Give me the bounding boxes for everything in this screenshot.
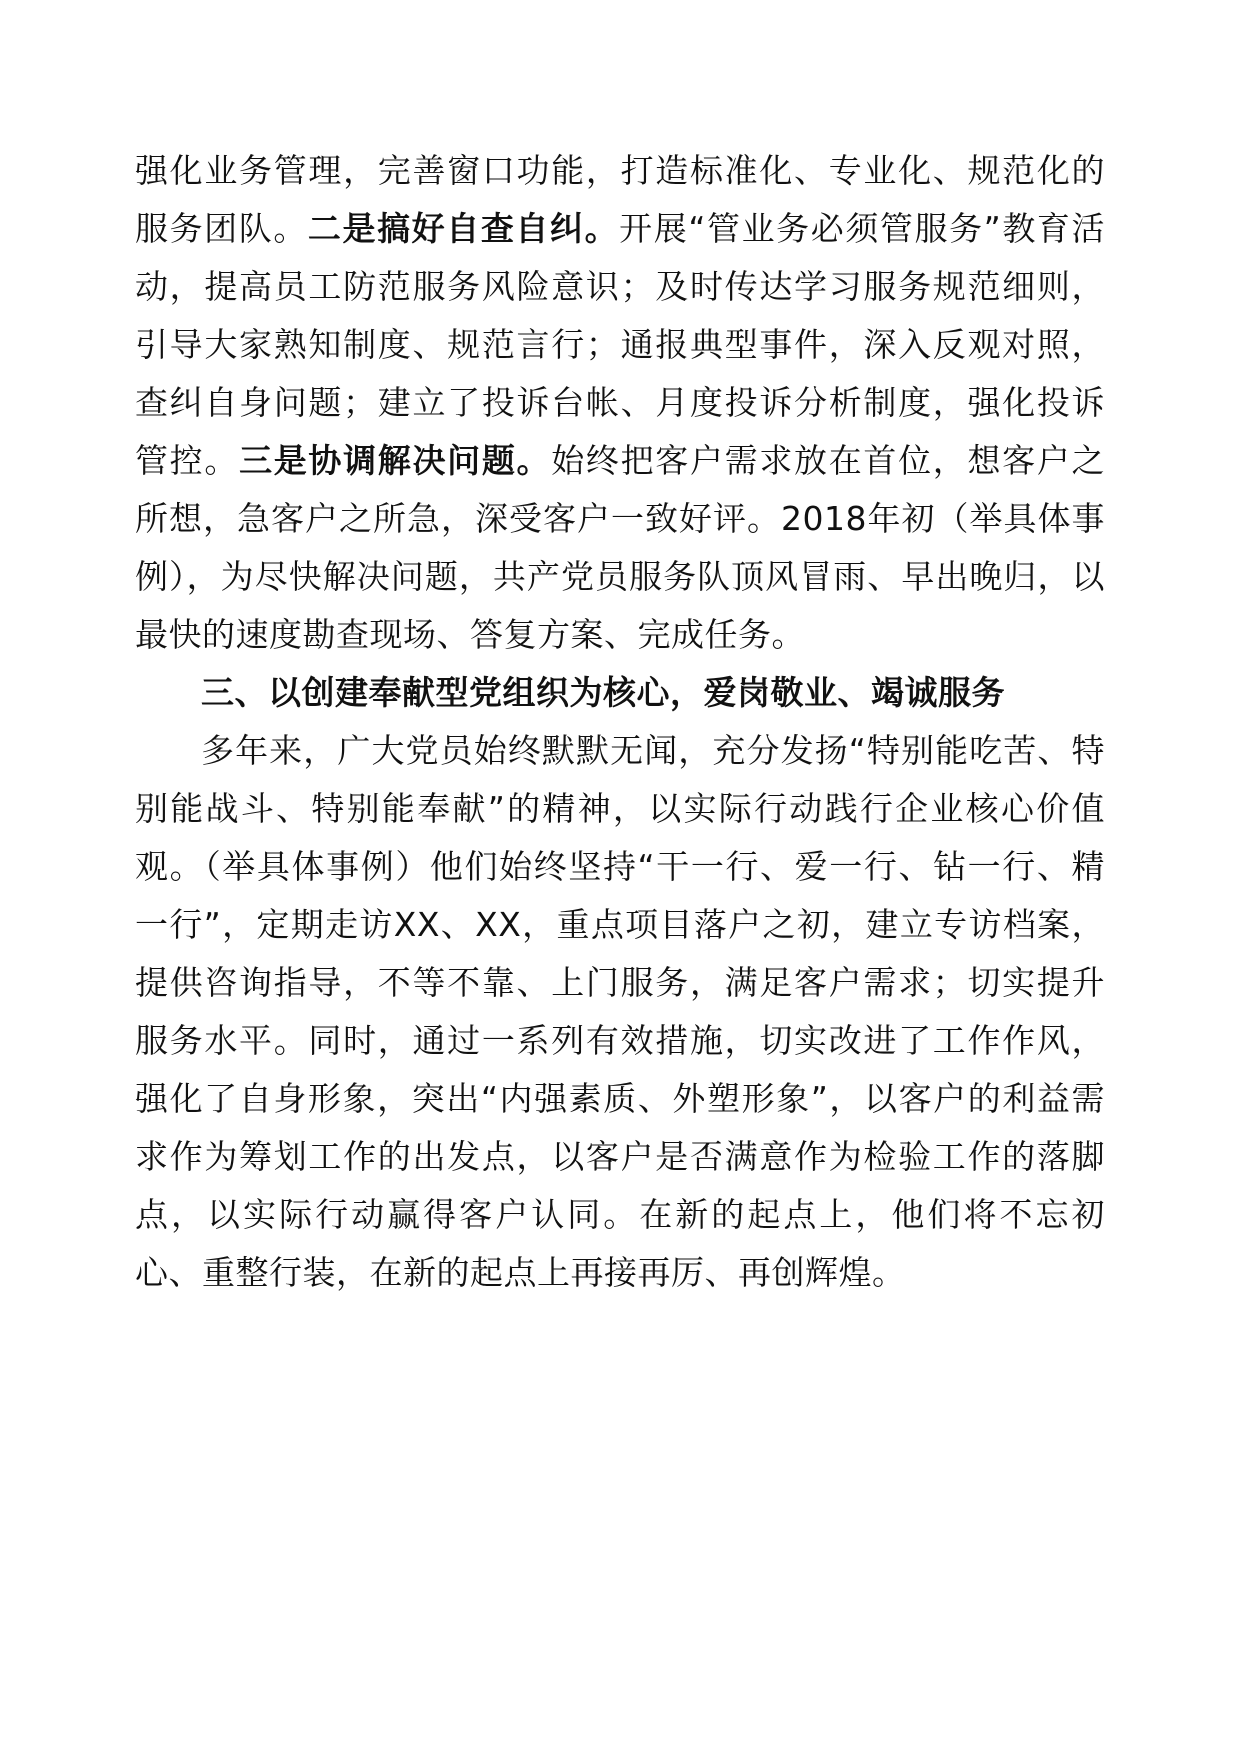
paragraph-text: 开展“管业务必须管服务”教育活动，提高员工防范服务风险意识；及时传达学习服务规范细则，引导大家熟知制度、规范言行；通报典型事件，深入反观对照，查纠自身问题；建立了投诉台帐、月度投诉分析制度，强化投诉管控。 bbox=[135, 209, 1106, 480]
subheading-coordinate-solve: 三是协调解决问题。 bbox=[239, 441, 552, 480]
section-heading-3: 三、以创建奉献型党组织为核心，爱岗敬业、竭诚服务 bbox=[201, 673, 1005, 712]
paragraph-text: 强化业务管理，完善窗口功能，打造标准化、专业化、规范化的服务团队。 bbox=[135, 151, 1105, 248]
paragraph-continuation bbox=[135, 142, 1105, 664]
subheading-self-inspection: 二是搞好自查自纠。 bbox=[307, 209, 620, 248]
paragraph-dedication: 多年来，广大党员始终默默无闻，充分发扬“特别能吃苦、特别能战斗、特别能奉献”的精神，以实际行动践行企业核心价值观。（举具体事例）他们始终坚持“干一行、爱一行、钻一行、精一行”，定期走访XX、XX，重点项目落户之初，建立专访档案，提供咨询指导，不等不靠、上门服务，满足客户需求；切实提升服务水平。同时，通过一系列有效措施，切实改进了工作作风，强化了自身形象，突出“内强素质、外塑形象”，以客户的利益需求作为筹划工作的出发点，以客户是否满意作为检验工作的落脚点，以实际行动赢得客户认同。在新的起点上，他们将不忘初心、重整行装，在新的起点上再接再厉、再创辉煌。 bbox=[135, 731, 1105, 1292]
document-body bbox=[135, 142, 1105, 1302]
paragraph-text: 始终把客户需求放在首位，想客户之所想，急客户之所急，深受客户一致好评。2018年初（举具体事例），为尽快解决问题，共产党员服务队顶风冒雨、早出晚归，以最快的速度勘查现场、答复方案、完成任务。 bbox=[135, 441, 1106, 654]
